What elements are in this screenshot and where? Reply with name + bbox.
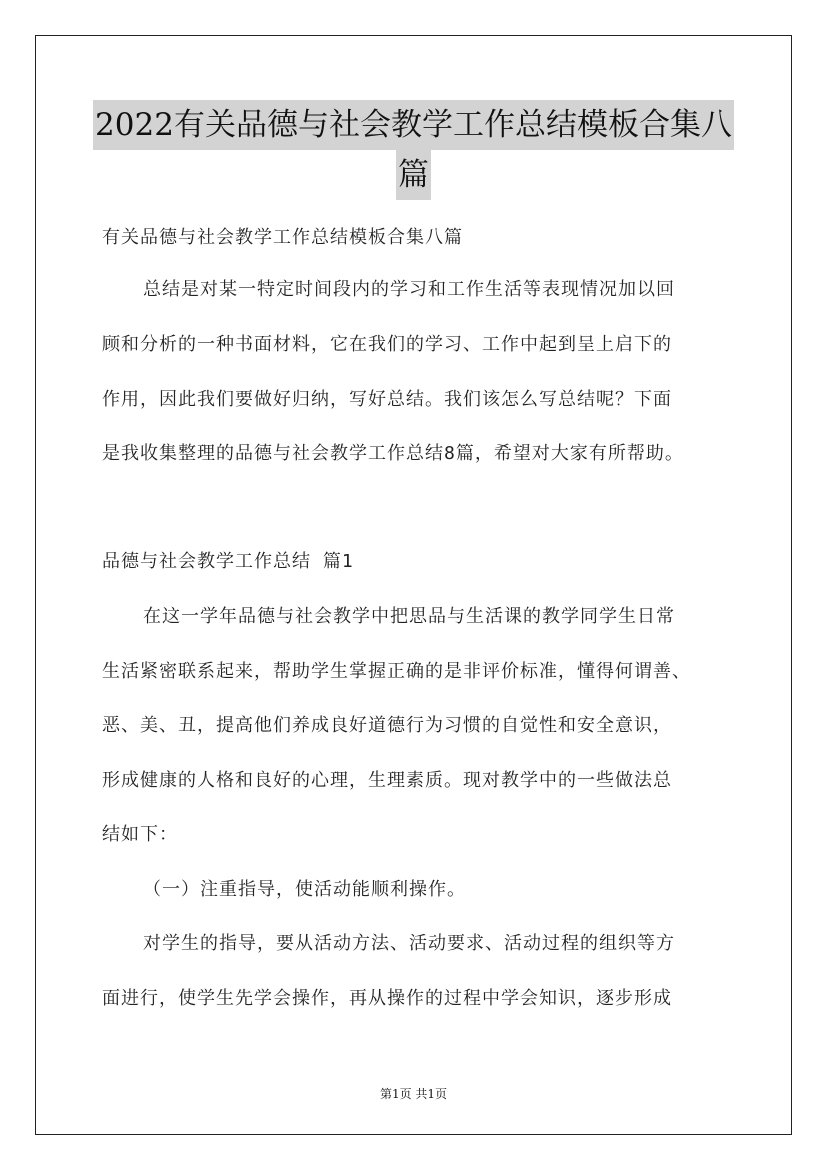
title-line-2: 篇 xyxy=(396,150,431,200)
page-footer: 第1页 共1页 xyxy=(379,1087,448,1101)
paragraph-line: 面进行，使学生先学会操作，再从操作的过程中学会知识，逐步形成 xyxy=(102,988,672,1009)
subheading: （一）注重指导，使活动能顺利操作。 xyxy=(143,879,466,900)
paragraph-line: 在这一学年品德与社会教学中把思品与生活课的教学同学生日常 xyxy=(143,606,675,627)
intro-line: 作用，因此我们要做好归纳，写好总结。我们该怎么写总结呢？下面 xyxy=(102,389,672,410)
paragraph-line: 恶、美、丑，提高他们养成良好道德行为习惯的自觉性和安全意识， xyxy=(102,715,672,736)
paragraph-line: 对学生的指导，要从活动方法、活动要求、活动过程的组织等方 xyxy=(143,933,675,954)
document-title xyxy=(0,100,827,200)
intro-line: 顾和分析的一种书面材料，它在我们的学习、工作中起到呈上启下的 xyxy=(102,334,672,355)
paragraph-line: 生活紧密联系起来，帮助学生掌握正确的是非评价标准，懂得何谓善、 xyxy=(102,661,691,682)
intro-line: 总结是对某一特定时间段内的学习和工作生活等表现情况加以回 xyxy=(143,279,675,300)
subtitle: 有关品德与社会教学工作总结模板合集八篇 xyxy=(102,227,463,248)
intro-line: 是我收集整理的品德与社会教学工作总结8篇，希望对大家有所帮助。 xyxy=(102,443,684,464)
paragraph-line: 形成健康的人格和良好的心理，生理素质。现对教学中的一些做法总 xyxy=(102,770,672,791)
section-heading: 品德与社会教学工作总结 篇1 xyxy=(102,551,354,572)
title-line-1: 2022有关品德与社会教学工作总结模板合集八 xyxy=(93,100,734,150)
page-frame xyxy=(35,35,792,1135)
paragraph-line: 结如下： xyxy=(102,824,178,845)
